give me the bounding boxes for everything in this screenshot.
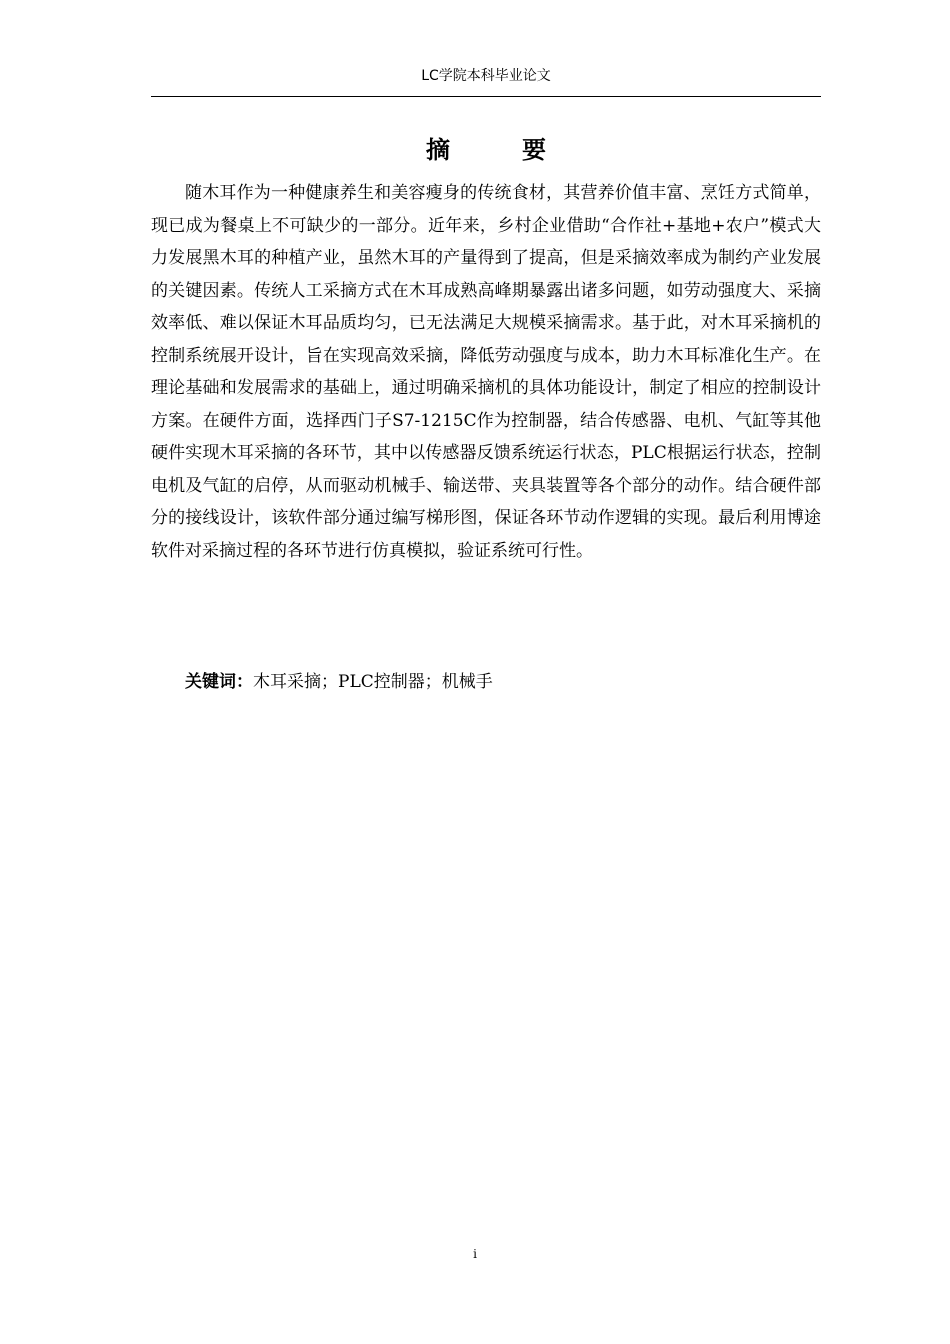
keywords-label: 关键词： (185, 672, 253, 692)
keywords-line (151, 666, 821, 698)
abstract-body: 随木耳作为一种健康养生和美容瘦身的传统食材，其营养价值丰富、烹饪方式简单，现已成为餐桌上不可缺少的一部分。近年来，乡村企业借助“合作社+基地+农户”模式大力发展黑木耳的种植产业，虽然木耳的产量得到了提高，但是采摘效率成为制约产业发展的关键因素。传统人工采摘方式在木耳成熟高峰期暴露出诸多问题，如劳动强度大、采摘效率低、难以保证木耳品质均匀，已无法满足大规模采摘需求。基于此，对木耳采摘机的控制系统展开设计，旨在实现高效采摘，降低劳动强度与成本，助力木耳标准化生产。在理论基础和发展需求的基础上，通过明确采摘机的具体功能设计，制定了相应的控制设计方案。在硬件方面，选择西门子S7-1215C作为控制器，结合传感器、电机、气缸等其他硬件实现木耳采摘的各环节，其中以传感器反馈系统运行状态，PLC根据运行状态，控制电机及气缸的启停，从而驱动机械手、输送带、夹具装置等各个部分的动作。结合硬件部分的接线设计，该软件部分通过编写梯形图，保证各环节动作逻辑的实现。最后利用博途软件对采摘过程的各环节进行仿真模拟，验证系统可行性。 (151, 183, 821, 561)
running-header: LC学院本科毕业论文 (421, 68, 551, 84)
header-rule (151, 96, 821, 97)
keywords-value: 木耳采摘；PLC控制器；机械手 (253, 672, 493, 692)
abstract-title: 摘 要 (426, 136, 570, 164)
page-number: i (473, 1247, 477, 1261)
